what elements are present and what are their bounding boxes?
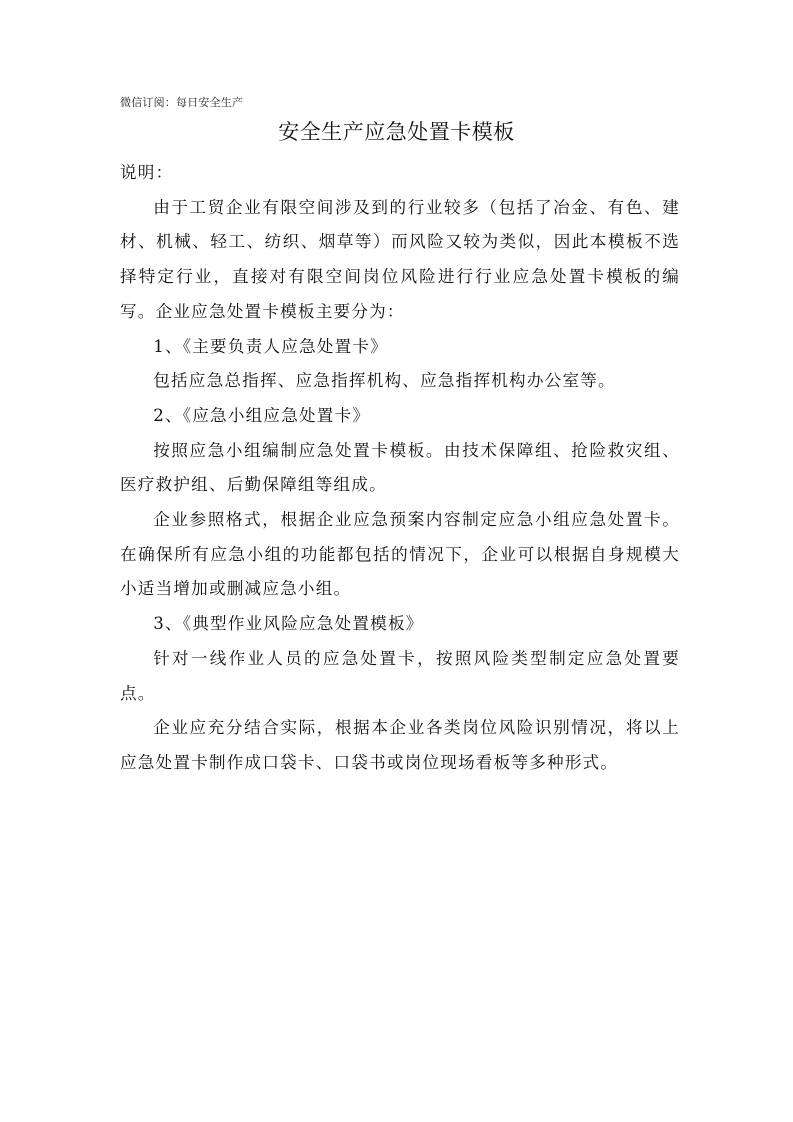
paragraph: 由于工贸企业有限空间涉及到的行业较多（包括了冶金、有色、建材、机械、轻工、纺织、烟草等）而风险又较为类似，因此本模板不选择特定行业，直接对有限空间岗位风险进行行业应急处置卡模板的编写。企业应急处置卡模板主要分为：: [120, 197, 680, 321]
paragraph: 企业参照格式，根据企业应急预案内容制定应急小组应急处置卡。在确保所有应急小组的功能都包括的情况下，企业可以根据自身规模大小适当增加或删减应急小组。: [120, 510, 680, 599]
list-item-heading: 2、《应急小组应急处置卡》: [153, 405, 371, 425]
document-body: [120, 156, 680, 781]
paragraph-intro-label: 说明：: [120, 163, 174, 182]
list-item-heading: 3、《典型作业风险应急处置模板》: [153, 614, 424, 634]
header-note: 微信订阅：每日安全生产: [120, 96, 244, 109]
paragraph: 按照应急小组编制应急处置卡模板。由技术保障组、抢险救灾组、医疗救护组、后勤保障组等组成。: [120, 440, 680, 495]
paragraph: 包括应急总指挥、应急指挥机构、应急指挥机构办公室等。: [153, 371, 616, 391]
list-item-heading: 1、《主要负责人应急处置卡》: [153, 336, 388, 356]
paragraph: 针对一线作业人员的应急处置卡，按照风险类型制定应急处置要点。: [120, 648, 680, 703]
paragraph: 企业应充分结合实际，根据本企业各类岗位风险识别情况，将以上应急处置卡制作成口袋卡、口袋书或岗位现场看板等多种形式。: [120, 718, 680, 772]
page-title: 安全生产应急处置卡模板: [278, 120, 515, 144]
